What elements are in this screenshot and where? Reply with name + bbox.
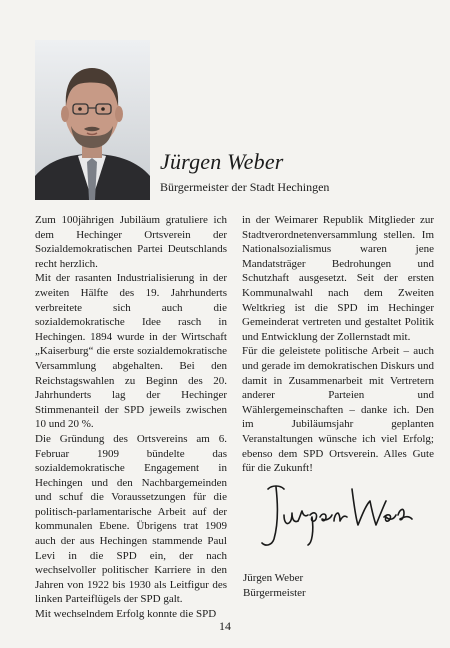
paragraph: Mit wechselndem Erfolg konnte die SPD <box>35 608 217 621</box>
text-column-right <box>242 213 434 476</box>
signatory-name: Jürgen Weber <box>243 572 304 584</box>
page-number: 14 <box>219 619 231 633</box>
paragraph: Die Gründung des Ortsvereins am 6. Februar 1909 bündelte das sozialdemokratische Engagement in Hechingen und den Nachbargemeinden und schuf die Voraussetzungen für die politisch-parlamentarische Arbeit auf der kommunalen Ebene. Übrigens trat 1909 auch der aus Hechingen stammende Paul Levi in die SPD ein, der nach wechselvoller politischer Karriere in den Jahren von 1922 bis 1930 als Leitfigur des linken Parteiflügels der SPD galt. <box>35 432 227 606</box>
text-column-left <box>35 213 227 622</box>
handwritten-signature <box>250 475 420 555</box>
paragraph: Zum 100jährigen Jubiläum gratuliere ich dem Hechinger Ortsverein der Sozialdemokratischen Partei Deutschlands recht herzlich. <box>35 214 227 270</box>
signatory-title: Bürgermeister <box>243 586 306 599</box>
author-name-heading: Jürgen Weber <box>160 149 284 174</box>
signature-block <box>243 571 306 600</box>
paragraph: in der Weimarer Republik Mitglieder zur Stadtverordnetenversammlung stellen. Im Nationalsozialismus waren jene Mandatsträger Bedrohungen und Schutzhaft ausgesetzt. Seit der ersten Kommunalwahl nach dem Zweiten Weltkrieg ist die SPD im Hechinger Gemeinderat vertreten und gestaltet Politik und Entwicklung der Zollernstadt mit. <box>242 214 434 343</box>
portrait-photo <box>35 40 150 200</box>
paragraph: Mit der rasanten Industrialisierung in der zweiten Hälfte des 19. Jahrhunderts verbreitete sich auch die sozialdemokratische Idee rasch in Hechingen. 1894 wurde in der Wirtschaft „Kaiserburg“ die erste sozialdemokratische Versammlung abgehalten. Bei den Reichstagswahlen zu Beginn des 20. Jahrhunderts lag der Hechinger Stimmenanteil der SPD jeweils zwischen 10 und 20 %. <box>35 272 227 431</box>
author-position: Bürgermeister der Stadt Hechingen <box>160 180 330 194</box>
paragraph: Für die geleistete politische Arbeit – auch und gerade im demokratischen Diskurs und damit in Zusammenarbeit mit Vertretern anderer Parteien und Wählergemeinschaften – danke ich. Den im Jubiläumsjahr geplanten Veranstaltungen wünsche ich viel Erfolg; ebenso dem SPD Ortsverein. Alles Gute für die Zukunft! <box>242 345 434 475</box>
